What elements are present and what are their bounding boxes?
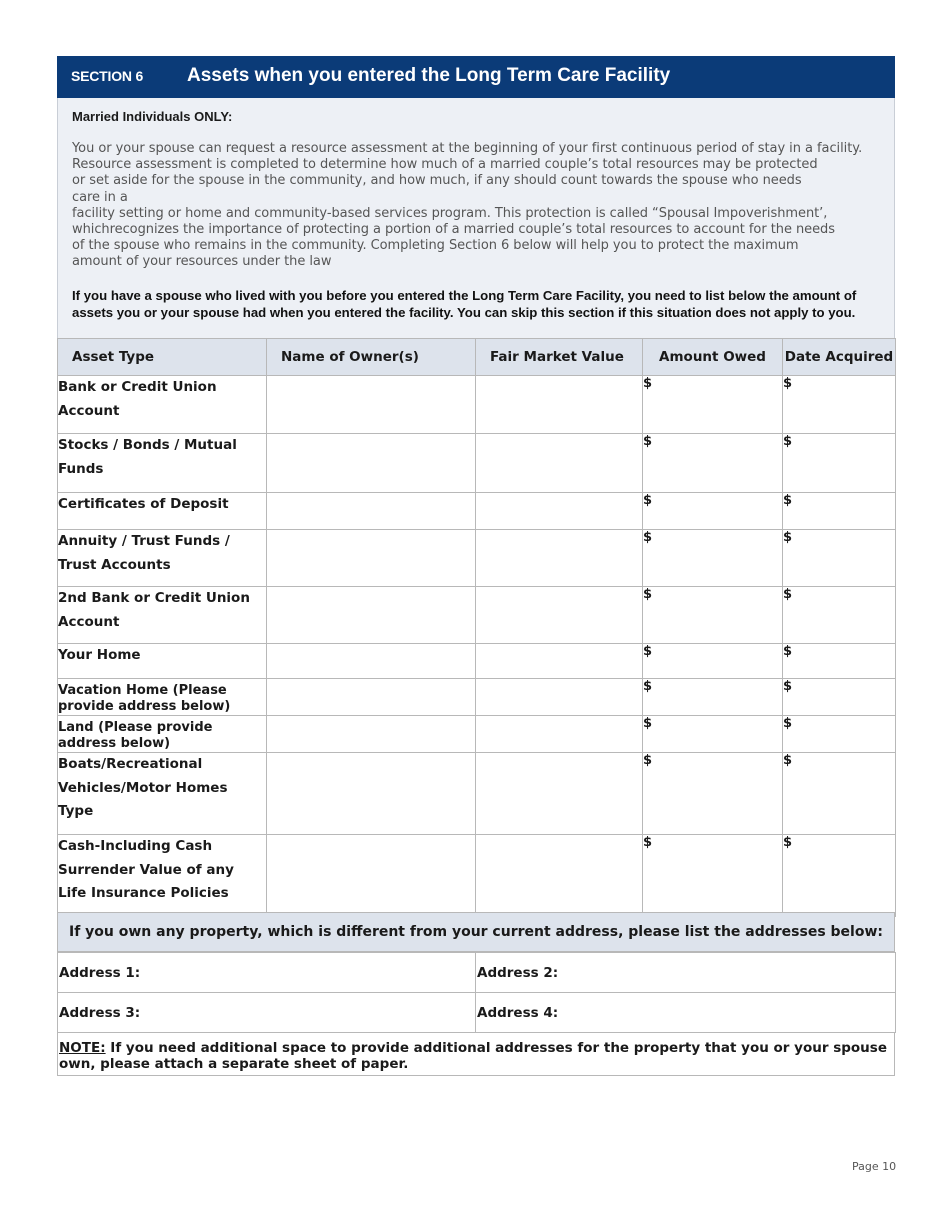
intro-paragraph: You or your spouse can request a resource assessment at the beginning of your first continuous period of stay in a facility. Resource assessment is completed to determine how much of a married couple’s total resources may be protected or set aside for the spouse in the community, and how much, if any should count towards the spouse who needs care in a facility setting or home and community-based services program. This protection is called “Spousal Impoverishment’, whichrecognizes the importance of protecting a portion of a married couple’s total resources to account for the needs of the spouse who remains in the community. Completing Section 6 below will help you to protect the maximum amount of your resources under the law: [72, 141, 863, 270]
date-acquired-field[interactable]: $: [783, 835, 896, 917]
address-4-field[interactable]: Address 4:: [476, 993, 896, 1033]
table-row: [58, 530, 896, 587]
table-header-row: [58, 339, 896, 376]
amount-owed-field[interactable]: $: [643, 716, 783, 753]
owner-field[interactable]: [267, 679, 476, 716]
property-address-banner: If you own any property, which is different from your current address, please list the addresses below:: [57, 912, 895, 952]
asset-type-cell: Land (Please provide address below): [58, 716, 267, 753]
col-header-date-acquired: Date Acquired: [783, 339, 896, 376]
assets-table: [57, 338, 896, 917]
date-acquired-field[interactable]: $: [783, 644, 896, 679]
fair-market-value-field[interactable]: [476, 376, 643, 434]
owner-field[interactable]: [267, 644, 476, 679]
table-row: [58, 679, 896, 716]
address-table: [57, 952, 896, 1033]
table-row: [58, 835, 896, 917]
owner-field[interactable]: [267, 493, 476, 530]
owner-field[interactable]: [267, 716, 476, 753]
page-number: Page 10: [852, 1160, 897, 1173]
asset-type-cell: Your Home: [58, 644, 267, 679]
asset-type-cell: Cash-Including Cash Surrender Value of any Life Insurance Policies: [58, 835, 267, 917]
table-row: [58, 376, 896, 434]
address-1-field[interactable]: Address 1:: [58, 953, 476, 993]
owner-field[interactable]: [267, 434, 476, 493]
intro-panel: [57, 98, 895, 339]
section-header: [57, 56, 895, 98]
fair-market-value-field[interactable]: [476, 587, 643, 644]
note-label: NOTE:: [59, 1040, 106, 1056]
table-row: [58, 587, 896, 644]
note-text: If you need additional space to provide additional addresses for the property that you or your spouse own, please attach a separate sheet of paper.: [59, 1040, 887, 1072]
amount-owed-field[interactable]: $: [643, 493, 783, 530]
fair-market-value-field[interactable]: [476, 716, 643, 753]
asset-type-cell: Vacation Home (Please provide address below): [58, 679, 267, 716]
table-row: [58, 753, 896, 835]
date-acquired-field[interactable]: $: [783, 679, 896, 716]
married-heading: Married Individuals ONLY:: [72, 109, 233, 124]
fair-market-value-field[interactable]: [476, 644, 643, 679]
col-header-owner: Name of Owner(s): [267, 339, 476, 376]
table-row: [58, 434, 896, 493]
date-acquired-field[interactable]: $: [783, 530, 896, 587]
owner-field[interactable]: [267, 530, 476, 587]
date-acquired-field[interactable]: $: [783, 493, 896, 530]
fair-market-value-field[interactable]: [476, 493, 643, 530]
fair-market-value-field[interactable]: [476, 679, 643, 716]
fair-market-value-field[interactable]: [476, 434, 643, 493]
intro-instruction: If you have a spouse who lived with you before you entered the Long Term Care Facility, you need to list below the amount of assets you or your spouse had when you entered the facility. You can skip this section if this situation does not apply to you.: [72, 288, 857, 320]
amount-owed-field[interactable]: $: [643, 679, 783, 716]
amount-owed-field[interactable]: $: [643, 434, 783, 493]
amount-owed-field[interactable]: $: [643, 644, 783, 679]
date-acquired-field[interactable]: $: [783, 376, 896, 434]
date-acquired-field[interactable]: $: [783, 434, 896, 493]
table-row: [58, 716, 896, 753]
fair-market-value-field[interactable]: [476, 530, 643, 587]
date-acquired-field[interactable]: $: [783, 587, 896, 644]
amount-owed-field[interactable]: $: [643, 587, 783, 644]
col-header-asset-type: Asset Type: [58, 339, 267, 376]
amount-owed-field[interactable]: $: [643, 530, 783, 587]
address-3-field[interactable]: Address 3:: [58, 993, 476, 1033]
asset-type-cell: Boats/Recreational Vehicles/Motor Homes Type: [58, 753, 267, 835]
section-title: Assets when you entered the Long Term Care Facility: [187, 65, 671, 86]
address-2-field[interactable]: Address 2:: [476, 953, 896, 993]
date-acquired-field[interactable]: $: [783, 716, 896, 753]
owner-field[interactable]: [267, 753, 476, 835]
asset-type-cell: 2nd Bank or Credit Union Account: [58, 587, 267, 644]
date-acquired-field[interactable]: $: [783, 753, 896, 835]
section-label: SECTION 6: [71, 68, 144, 84]
col-header-fair-market-value: Fair Market Value: [476, 339, 643, 376]
fair-market-value-field[interactable]: [476, 835, 643, 917]
amount-owed-field[interactable]: $: [643, 753, 783, 835]
table-row: [58, 493, 896, 530]
col-header-amount-owed: Amount Owed: [643, 339, 783, 376]
owner-field[interactable]: [267, 587, 476, 644]
asset-type-cell: Certificates of Deposit: [58, 493, 267, 530]
fair-market-value-field[interactable]: [476, 753, 643, 835]
note-box: [57, 1032, 895, 1076]
owner-field[interactable]: [267, 835, 476, 917]
table-row: [58, 644, 896, 679]
asset-type-cell: Stocks / Bonds / Mutual Funds: [58, 434, 267, 493]
owner-field[interactable]: [267, 376, 476, 434]
amount-owed-field[interactable]: $: [643, 835, 783, 917]
asset-type-cell: Annuity / Trust Funds / Trust Accounts: [58, 530, 267, 587]
amount-owed-field[interactable]: $: [643, 376, 783, 434]
asset-type-cell: Bank or Credit Union Account: [58, 376, 267, 434]
